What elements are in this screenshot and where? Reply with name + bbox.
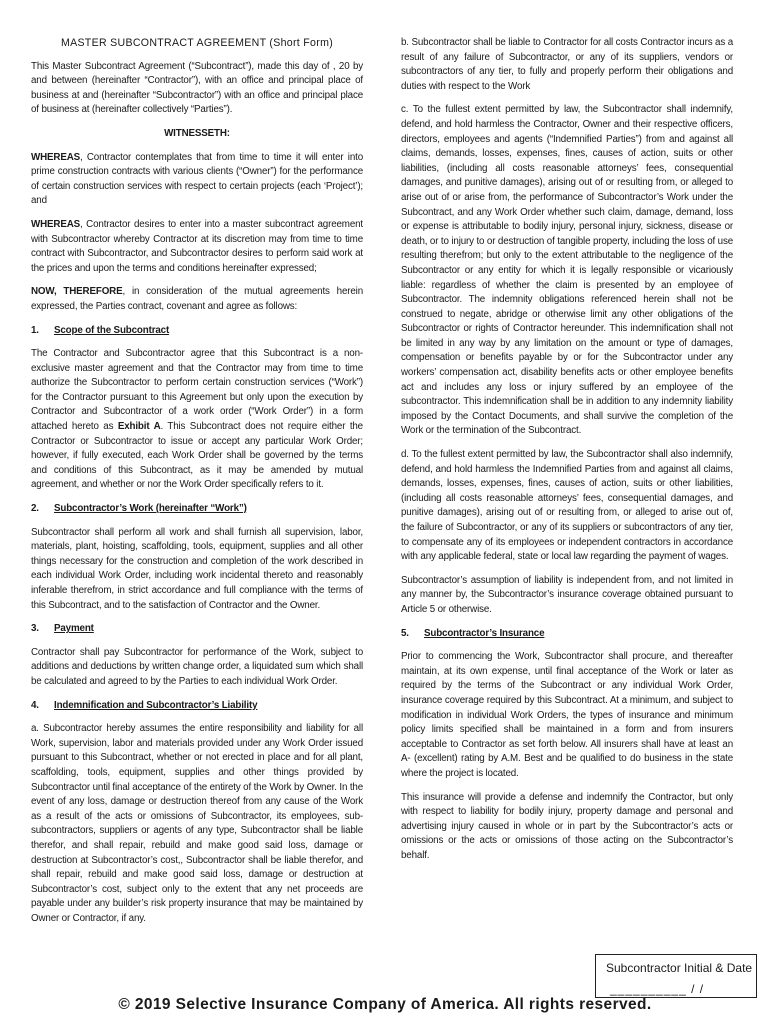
exhibit-reference: Exhibit A [117,421,161,433]
section-4e-text: Subcontractor’s assumption of liability is independent from, and not limited in any manner by, the Subcontractor’s insurance coverage obtained pursuant to Article 5 or otherwise. [401,574,733,615]
section-label: Indemnification and Subcontractor’s Liability [54,699,258,711]
section-4-heading [31,699,363,714]
section-label: Payment [54,623,94,635]
section-4b-text: b. Subcontractor shall be liable to Contractor for all costs Contractor incurs as a result of any failure of Subcontractor, or any of its suppliers, vendors or subcontractors of any tier, to fully and properly perform their obligations and duties with respect to the Work [401,37,733,92]
section-number: 1. [31,324,39,336]
whereas-paragraph-2 [31,218,363,276]
right-column [401,36,733,872]
document-title: MASTER SUBCONTRACT AGREEMENT (Short Form) [60,37,334,49]
section-5-paragraph-2: This insurance will provide a defense and indemnify the Contractor, but only with respect to liability for bodily injury, property damage and personal and advertising injury caused in whole or in part by the Subcontractor’s acts or omissions or the acts or omissions of those acting on the Subcontractor’s behalf. [401,791,733,861]
section-number: 2. [31,503,39,515]
section-5-heading [401,627,733,642]
section-label: Subcontractor’s Work (hereinafter “Work”) [54,503,247,515]
whereas-text: , Contractor desires to enter into a master subcontract agreement with Subcontractor whereby Contractor at its discretion may from time to time contract with Subcontractor, and Subcontractor desires to perform said work at the prices and upon the terms and conditions hereinafter expressed; [31,218,363,274]
section-number: 5. [401,627,409,639]
section-1-text-a: The Contractor and Subcontractor agree that this Subcontract is a non-exclusive master agreement and that the Contractor may from time to time authorize the Subcontractor to perform certain construction services (“Work”) for the Contractor pursuant to this Agreement but only upon the execution by Contractor and Subcontractor of a work order (“Work Order”) in a form attached hereto as [31,348,363,433]
section-2-text: Subcontractor shall perform all work and shall furnish all supervision, labor, materials, plant, hoisting, scaffolding, tools, equipment, supplies and all other things necessary for the construction and completion of the work described in each individual Work Order, including work incidental thereto and reasonably inferable therefrom, in strict accordance and full compliance with the terms of this Subcontract, and to the satisfaction of Contractor and the Owner. [31,526,363,611]
left-column [31,36,363,935]
section-1-text-b: . This Subcontract does not require either the Contractor or Subcontractor to issue or accept any particular Work Order; however, if fully executed, each Work Order shall be governed by the terms and conditions of this Subcontract, as it may be amended by mutual agreement, and whether or nor the Work Order specifically refers to it. [31,421,363,491]
section-number: 4. [31,699,39,711]
section-5-paragraph-1: Prior to commencing the Work, Subcontractor shall procure, and thereafter maintain, at its own expense, until final acceptance of the Work or later as required by the terms of the Subcontract or any individual Work Order, insurance coverage required by this Subcontract. At a minimum, and subject to modification in individual Work Orders, the types of insurance and minimum policy limits specified shall be maintained in a form and from insurers acceptable to Contractor as set forth below. All insurers shall have at least an A- (excellent) rating by A.M. Best and be qualified to do business in the state where the project is located. [401,651,733,779]
witnesseth-heading: WITNESSETH: [164,127,230,139]
section-3-text: Contractor shall pay Subcontractor for performance of the Work, subject to additions and deductions by written change order, a liquidated sum which shall be calculated and agreed to by the Parties to each individual Work Order. [31,646,363,687]
section-4d-text: d. To the fullest extent permitted by law, the Subcontractor shall also indemnify, defend, and hold harmless the Indemnified Parties from and against all claims, demands, losses, expenses, fines, causes of action, suits or other liabilities, (including all costs reasonable attorneys’ fees, consequential damages, and punitive damages), arising out of or resulting from, or alleged to arise out of, the failure of Subcontractor, or any of its suppliers or subcontractors of any tier, to compensate any of its employees or independent contractors in accordance with any applicable federal, state or local law regarding the payment of wages. [401,449,733,563]
section-2-heading [31,502,363,517]
whereas-paragraph-1 [31,151,363,209]
initial-box-label: Subcontractor Initial & Date [606,961,753,975]
section-4c-text: c. To the fullest extent permitted by law, the Subcontractor shall indemnify, defend, and hold harmless the Contractor, Owner and their respective officers, directors, employees and agents (“Indemnified Parties”) from and against all claims, demands, losses, expenses, fines, causes of action, suits or other liabilities, (including all costs reasonable attorneys’ fees, consequential damages, and punitive damages), arising out of or resulting from, or alleged to arise out of or arise from, the performance of Subcontractor’s Work under the Subcontract, and any Work Order whether such claim, damage, demand, loss or expense is attributable to bodily injury, personal injury, sickness, disease or death, or to injury to or destruction of tangible property, including the loss of use resulting therefrom; but only to the extent attributable to the negligence of the Subcontractor or any entity for which it is legally responsible or vicariously liable: regardless of whether the claim is presented by an employee of Subcontractor. The indemnity obligations referenced herein shall not be construed to negate, abridge or otherwise limit any other obligations of the Subcontractor or rights of Contractor hereunder. This indemnification shall not be limited in any way by any limitation on the amount or type of damages, compensation or benefits payable by or for the Subcontractor under any workers’ compensation act, disability benefits acts or other employee benefits act and includes any loss or injury suffered by an employee of the subcontractor. This indemnification shall be in addition to any indemnity liability imposed by the Contact Documents, and shall survive the completion of the Work or the termination of the Subcontract. [401,104,733,437]
initial-date-line: __________ / / [610,982,705,996]
whereas-lead: WHEREAS [31,218,81,230]
intro-paragraph: This Master Subcontract Agreement (“Subcontract”), made this day of , 20 by and between (hereinafter “Contractor”), with an office and principal place of business at and (hereinafter “Subcontractor”) with an office and principal place of business at (hereinafter collectively “Parties”). [31,60,363,116]
section-label: Subcontractor’s Insurance [424,627,545,639]
now-therefore-paragraph [31,285,363,314]
section-label: Scope of the Subcontract [54,324,170,336]
copyright-footer: © 2019 Selective Insurance Company of America. All rights reserved. [118,996,652,1013]
section-1-heading [31,324,363,339]
whereas-text: , Contractor contemplates that from time to time it will enter into prime construction contracts with various clients (“Owner”) for the performance of certain construction services with respect to certain projects (each ‘Project’); and [31,151,363,207]
subcontractor-initial-box[interactable] [595,954,757,998]
section-3-heading [31,622,363,637]
now-therefore-lead: NOW, THEREFORE [31,286,123,298]
section-number: 3. [31,623,39,635]
section-1-text [31,347,363,493]
now-therefore-text: , in consideration of the mutual agreements herein expressed, the Parties contract, covenant and agree as follows: [31,286,363,312]
whereas-lead: WHEREAS [31,151,81,163]
section-4a-text: a. Subcontractor hereby assumes the entire responsibility and liability for all Work, supervision, labor and materials provided under any Work Order issued pursuant to this Subcontract, whether or not erected in place and for all plant, scaffolding, tools, equipment, supplies and other things provided by Subcontractor until final acceptance of the entirety of the Work by Owner. In the event of any loss, damage or destruction thereof from any cause of the Work as a result of the acts or omissions of Subcontractor, its employees, sub-subcontractors, suppliers or agents of any type, Subcontractor shall be liable therefor, and shall repair, rebuild and make good said loss, damage or destruction at Subcontractor’s cost,, Subcontractor shall be liable therefor, and shall repair, rebuild and make good said loss, damage or destruction at Subcontractor’s cost, subject only to the extent that any net proceeds are payable under any builder’s risk property insurance that may be maintained by Owner or Contractor, if any. [31,723,363,924]
